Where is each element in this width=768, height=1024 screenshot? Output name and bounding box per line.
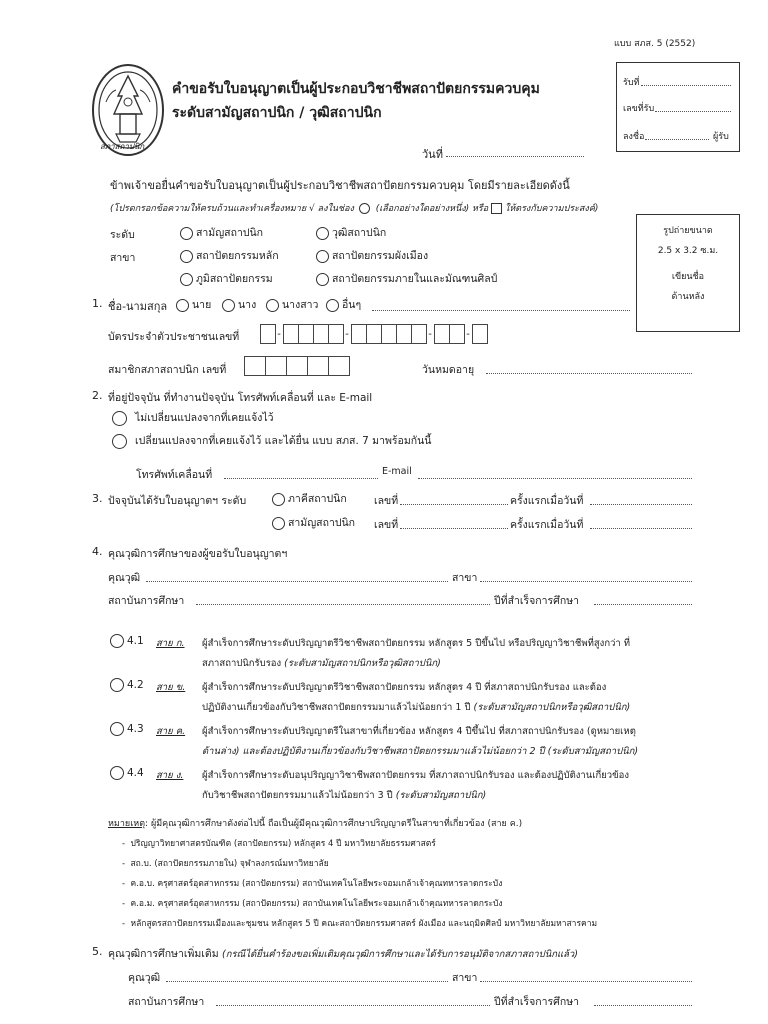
intro-instructions-c: ให้ตรงกับความประสงค์) xyxy=(504,204,599,214)
s1-title-other[interactable] xyxy=(326,296,361,313)
intro-instructions-a: (โปรดกรอกข้อความให้ครบถ้วนและทำเครื่องหมาย √ ลงในช่อง xyxy=(110,204,354,214)
digit-box[interactable] xyxy=(381,324,397,344)
office-signature-field[interactable] xyxy=(645,139,709,140)
s3-first-label-1: ครั้งแรกเมื่อวันที่ xyxy=(510,495,584,507)
page-title: คำขอรับใบอนุญาตเป็นผู้ประกอบวิชาชีพสถาปัตยกรรมควบคุม xyxy=(172,81,540,97)
dash: - xyxy=(466,328,470,340)
s3-option-associate-label: ภาคีสถาปนิก xyxy=(288,493,347,505)
s2-option-changed-label: เปลี่ยนแปลงจากที่เคยแจ้งไว้ และได้ยื่น แบบ สภส. 7 มาพร้อมกันนี้ xyxy=(135,435,432,447)
radio-icon[interactable] xyxy=(180,273,193,286)
remark-item: - ปริญญาวิทยาศาสตรบัณฑิต (สถาปัตยกรรม) หลักสูตร 4 ปี มหาวิทยาลัยธรรมศาสตร์ xyxy=(122,839,436,849)
s4-item-2-note: (ระดับสามัญสถาปนิกหรือวุฒิสถาปนิก) xyxy=(473,702,631,713)
s3-no-label-1: เลขที่ xyxy=(374,495,399,507)
digit-box[interactable] xyxy=(244,356,266,376)
date-label: วันที่ xyxy=(422,148,443,161)
photo-box-line1: รูปถ่ายขนาด xyxy=(663,226,713,236)
digit-box[interactable] xyxy=(328,324,344,344)
intro-instructions-b: (เลือกอย่างใดอย่างหนึ่ง) หรือ xyxy=(375,204,489,214)
s4-label: คุณวุฒิการศึกษาของผู้ขอรับใบอนุญาตฯ xyxy=(108,548,288,560)
dash: - xyxy=(345,328,349,340)
s4-num: 4. xyxy=(92,545,103,558)
s4-item-4-text1: ผู้สำเร็จการศึกษาระดับอนุปริญญาวิชาชีพสถาปัตยกรรม ที่สภาสถาปนิกรับรอง และต้องปฏิบัติงานเกี่ยวข้อง xyxy=(202,770,629,781)
s2-num: 2. xyxy=(92,389,103,402)
s4-year-field[interactable] xyxy=(594,604,692,605)
branch-option-main[interactable] xyxy=(180,247,279,264)
id-card-number-boxes[interactable] xyxy=(260,324,487,344)
s4-institution-label: สถาบันการศึกษา xyxy=(108,595,185,607)
office-receiver-label: ผู้รับ xyxy=(713,132,729,142)
s1-num: 1. xyxy=(92,297,103,310)
s4-item-1-line: สาย ก. xyxy=(156,638,185,649)
radio-icon[interactable] xyxy=(326,299,339,312)
s4-year-label: ปีที่สำเร็จการศึกษา xyxy=(494,595,580,607)
s2-option-changed[interactable] xyxy=(112,432,431,449)
branch-option-main-label: สถาปัตยกรรมหลัก xyxy=(196,250,279,262)
expiry-field[interactable] xyxy=(486,373,692,374)
radio-icon[interactable] xyxy=(316,273,329,286)
sample-checkbox-icon xyxy=(491,203,502,214)
s4-item-4-text2: กับวิชาชีพสถาปัตยกรรมมาแล้วไม่น้อยกว่า 3 ปี xyxy=(202,790,393,801)
s2-option-unchanged-label: ไม่เปลี่ยนแปลงจากที่เคยแจ้งไว้ xyxy=(135,412,274,424)
s5-year-field[interactable] xyxy=(594,1005,692,1006)
id-card-label: บัตรประจำตัวประชาชนเลขที่ xyxy=(108,331,240,343)
s5-major-field[interactable] xyxy=(480,981,692,982)
s4-institution-field[interactable] xyxy=(196,604,490,605)
s3-first-label-2: ครั้งแรกเมื่อวันที่ xyxy=(510,519,584,531)
level-option-ordinary[interactable] xyxy=(180,224,263,241)
s4-item-2-text1: ผู้สำเร็จการศึกษาระดับปริญญาตรีวิชาชีพสถาปัตยกรรม หลักสูตร 4 ปี ที่สภาสถาปนิกรับรอง และต้อง xyxy=(202,682,607,693)
s3-ordinary-number-field[interactable] xyxy=(400,528,508,529)
emblem-text: สภาสถาปนิก xyxy=(100,142,145,151)
remark-item-text: ค.อ.บ. ครุศาสตร์อุตสาหกรรม (สถาปัตยกรรม) สถาบันเทคโนโลยีพระจอมเกล้าเจ้าคุณทหารลาดกระบัง xyxy=(130,879,503,889)
s5-label: คุณวุฒิการศึกษาเพิ่มเติม xyxy=(108,948,219,960)
s5-year-label: ปีที่สำเร็จการศึกษา xyxy=(494,996,580,1008)
digit-box[interactable] xyxy=(396,324,412,344)
s4-item-2[interactable] xyxy=(110,678,144,692)
radio-icon[interactable] xyxy=(112,434,127,449)
level-option-senior[interactable] xyxy=(316,224,386,241)
s4-item-4[interactable] xyxy=(110,766,144,780)
s5-heading xyxy=(108,945,578,962)
s5-major-label: สาขา xyxy=(452,972,478,984)
branch-option-interior[interactable] xyxy=(316,270,497,287)
s1-title-mr[interactable] xyxy=(176,296,211,313)
s1-title-mr-label: นาย xyxy=(192,299,212,311)
radio-icon[interactable] xyxy=(266,299,279,312)
level-option-ordinary-label: สามัญสถาปนิก xyxy=(196,227,264,239)
s1-title-mrs[interactable] xyxy=(222,296,256,313)
mobile-phone-field[interactable] xyxy=(224,478,378,479)
date-field[interactable] xyxy=(446,156,584,157)
remark-item-text: สถ.บ. (สถาปัตยกรรมภายใน) จุฬาลงกรณ์มหาวิทยาลัย xyxy=(130,859,329,869)
s5-degree-field[interactable] xyxy=(166,981,448,982)
office-received-label: รับที่ xyxy=(623,78,640,88)
s4-item-1-code: 4.1 xyxy=(127,635,144,647)
digit-box[interactable] xyxy=(434,324,450,344)
radio-icon[interactable] xyxy=(222,299,235,312)
s4-item-2-line: สาย ข. xyxy=(156,682,186,693)
remark-item-text: หลักสูตรสถาปัตยกรรมเมืองและชุมชน หลักสูตร 5 ปี คณะสถาปัตยกรรมศาสตร์ ผังเมือง และนฤมิตศิลป์ มหาวิทยาลัยมหาสารคาม xyxy=(130,919,598,929)
s4-item-4-line: สาย ง. xyxy=(156,770,184,781)
s3-associate-number-field[interactable] xyxy=(400,504,508,505)
s3-option-ordinary-label: สามัญสถาปนิก xyxy=(288,517,356,529)
radio-icon[interactable] xyxy=(180,250,193,263)
digit-box[interactable] xyxy=(313,324,329,344)
branch-option-landscape[interactable] xyxy=(180,270,273,287)
s2-phone-label: โทรศัพท์เคลื่อนที่ xyxy=(136,469,213,481)
s4-major-label: สาขา xyxy=(452,572,478,584)
s1-title-other-label: อื่นๆ xyxy=(342,299,362,311)
remark-label: หมายเหตุ xyxy=(108,819,146,829)
email-field[interactable] xyxy=(418,478,692,479)
remark-item-text: ปริญญาวิทยาศาสตรบัณฑิต (สถาปัตยกรรม) หลักสูตร 4 ปี มหาวิทยาลัยธรรมศาสตร์ xyxy=(130,839,436,849)
remark-heading: หมายเหตุ: ผู้มีคุณวุฒิการศึกษาดังต่อไปนี้ ถือเป็นผู้มีคุณวุฒิการศึกษาปริญญาตรีในสาขาที่เกี่ยวข้อง (สาย ค.) xyxy=(108,819,523,829)
s5-institution-label: สถาบันการศึกษา xyxy=(128,996,205,1008)
radio-icon[interactable] xyxy=(316,227,329,240)
s2-email-label: E-mail xyxy=(382,466,412,477)
s3-num: 3. xyxy=(92,492,103,505)
s1-title-miss[interactable] xyxy=(266,296,318,313)
branch-option-urban-label: สถาปัตยกรรมผังเมือง xyxy=(332,250,429,262)
intro-instructions xyxy=(110,201,598,215)
radio-icon[interactable] xyxy=(112,411,127,426)
office-received-field[interactable] xyxy=(641,85,731,86)
s4-item-4-line2 xyxy=(202,788,486,803)
dash: - xyxy=(277,328,281,340)
s2-label: ที่อยู่ปัจจุบัน ที่ทำงานปัจจุบัน โทรศัพท์เคลื่อนที่ และ E-mail xyxy=(108,392,373,404)
s4-item-3-code: 4.3 xyxy=(127,723,144,735)
sample-radio-icon xyxy=(359,203,370,214)
s2-option-unchanged[interactable] xyxy=(112,409,274,426)
s1-title-miss-label: นางสาว xyxy=(282,299,319,311)
remark-item: - ค.อ.บ. ครุศาสตร์อุตสาหกรรม (สถาปัตยกรรม) สถาบันเทคโนโลยีพระจอมเกล้าเจ้าคุณทหารลาดกระบัง xyxy=(122,879,503,889)
radio-icon[interactable] xyxy=(180,227,193,240)
s4-degree-label: คุณวุฒิ xyxy=(108,572,141,584)
radio-icon[interactable] xyxy=(110,722,124,736)
photo-box xyxy=(636,214,740,332)
digit-box[interactable] xyxy=(265,356,287,376)
branch-option-interior-label: สถาปัตยกรรมภายในและมัณฑนศิลป์ xyxy=(332,273,498,285)
digit-box[interactable] xyxy=(472,324,488,344)
s4-item-1[interactable] xyxy=(110,634,144,648)
s4-item-1-line2 xyxy=(202,656,441,671)
s1-name-label: ชื่อ-นามสกุล xyxy=(108,300,168,313)
s4-item-2-line2 xyxy=(202,700,630,715)
s3-option-ordinary[interactable] xyxy=(272,514,355,531)
s4-item-3-text2: ด้านล่าง) และต้องปฏิบัติงานเกี่ยวข้องกับวิชาชีพสถาปัตยกรรมมาแล้วไม่น้อยกว่า 2 ปี xyxy=(202,746,545,757)
digit-box[interactable] xyxy=(449,324,465,344)
remark-item-text: ค.อ.ม. ครุศาสตร์อุตสาหกรรม (สถาปัตยกรรม) สถาบันเทคโนโลยีพระจอมเกล้าเจ้าคุณทหารลาดกระบัง xyxy=(130,899,503,909)
digit-box[interactable] xyxy=(298,324,314,344)
s4-item-1-note: (ระดับสามัญสถาปนิกหรือวุฒิสถาปนิก) xyxy=(284,658,441,669)
s4-item-3-text1: ผู้สำเร็จการศึกษาระดับปริญญาตรีในสาขาที่เกี่ยวข้อง หลักสูตร 4 ปีขึ้นไป ที่สภาสถาปนิกรับรอง (ดูหมายเหตุ xyxy=(202,726,636,737)
office-number-label: เลขที่รับ xyxy=(623,104,655,114)
s3-ordinary-date-field[interactable] xyxy=(590,528,692,529)
intro-line: ข้าพเจ้าขอยื่นคำขอรับใบอนุญาตเป็นผู้ประกอบวิชาชีพสถาปัตยกรรมควบคุม โดยมีรายละเอียดดังนี้ xyxy=(110,179,570,192)
s4-item-1-text2: สภาสถาปนิกรับรอง xyxy=(202,658,282,669)
s4-item-1-text1: ผู้สำเร็จการศึกษาระดับปริญญาตรีวิชาชีพสถาปัตยกรรม หลักสูตร 5 ปีขึ้นไป หรือปริญญาวิชาชีพที่สูงกว่า ที่ xyxy=(202,638,631,649)
radio-icon[interactable] xyxy=(176,299,189,312)
radio-icon[interactable] xyxy=(272,517,285,530)
digit-box[interactable] xyxy=(286,356,308,376)
s4-item-4-code: 4.4 xyxy=(127,767,144,779)
full-name-field[interactable] xyxy=(372,310,630,311)
page-subtitle: ระดับสามัญสถาปนิก / วุฒิสถาปนิก xyxy=(172,105,382,121)
s5-institution-field[interactable] xyxy=(216,1005,490,1006)
branch-option-landscape-label: ภูมิสถาปัตยกรรม xyxy=(196,273,273,285)
level-label: ระดับ xyxy=(110,229,135,241)
digit-box[interactable] xyxy=(260,324,276,344)
remark-item: - สถ.บ. (สถาปัตยกรรมภายใน) จุฬาลงกรณ์มหาวิทยาลัย xyxy=(122,859,329,869)
member-label: สมาชิกสภาสถาปนิก เลขที่ xyxy=(108,364,227,376)
s4-item-3-note: (ระดับสามัญสถาปนิก) xyxy=(547,746,639,757)
member-number-boxes[interactable] xyxy=(244,356,349,376)
s1-title-mrs-label: นาง xyxy=(238,299,257,311)
form-code: แบบ สภส. 5 (2552) xyxy=(614,39,696,49)
radio-icon[interactable] xyxy=(110,766,124,780)
photo-box-line3: เขียนชื่อ xyxy=(671,272,705,282)
digit-box[interactable] xyxy=(351,324,367,344)
radio-icon[interactable] xyxy=(110,634,124,648)
s4-item-2-code: 4.2 xyxy=(127,679,144,691)
radio-icon[interactable] xyxy=(316,250,329,263)
s4-item-3[interactable] xyxy=(110,722,144,736)
remark-item: - ค.อ.ม. ครุศาสตร์อุตสาหกรรม (สถาปัตยกรรม) สถาบันเทคโนโลยีพระจอมเกล้าเจ้าคุณทหารลาดกระบัง xyxy=(122,899,503,909)
radio-icon[interactable] xyxy=(110,678,124,692)
s4-item-3-line: สาย ค. xyxy=(156,726,186,737)
s3-label: ปัจจุบันได้รับใบอนุญาตฯ ระดับ xyxy=(108,495,247,507)
office-use-box xyxy=(616,62,740,152)
digit-box[interactable] xyxy=(307,356,329,376)
remark-item: - หลักสูตรสถาปัตยกรรมเมืองและชุมชน หลักสูตร 5 ปี คณะสถาปัตยกรรมศาสตร์ ผังเมือง และนฤมิตศิลป์ มหาวิทยาลัยมหาสารคาม xyxy=(122,919,598,929)
expiry-label: วันหมดอายุ xyxy=(422,364,475,376)
s4-item-2-text2: ปฏิบัติงานเกี่ยวข้องกับวิชาชีพสถาปัตยกรรมมาแล้วไม่น้อยกว่า 1 ปี xyxy=(202,702,471,713)
dash: - xyxy=(428,328,432,340)
radio-icon[interactable] xyxy=(272,493,285,506)
s3-no-label-2: เลขที่ xyxy=(374,519,399,531)
s5-note: (กรณีได้ยื่นคำร้องขอเพิ่มเติมคุณวุฒิการศึกษาและได้รับการอนุมัติจากสภาสถาปนิกแล้ว) xyxy=(221,949,578,960)
s4-degree-field[interactable] xyxy=(146,581,448,582)
office-number-field[interactable] xyxy=(655,111,731,112)
s5-degree-label: คุณวุฒิ xyxy=(128,972,161,984)
s5-num: 5. xyxy=(92,945,103,958)
s3-option-associate[interactable] xyxy=(272,490,347,507)
digit-box[interactable] xyxy=(283,324,299,344)
s4-item-4-note: (ระดับสามัญสถาปนิก) xyxy=(395,790,487,801)
digit-box[interactable] xyxy=(411,324,427,344)
level-option-senior-label: วุฒิสถาปนิก xyxy=(332,227,387,239)
branch-option-urban[interactable] xyxy=(316,247,428,264)
photo-box-line2: 2.5 x 3.2 ซ.ม. xyxy=(657,246,719,256)
s4-item-3-line2 xyxy=(202,744,638,759)
s3-associate-date-field[interactable] xyxy=(590,504,692,505)
digit-box[interactable] xyxy=(366,324,382,344)
branch-label: สาขา xyxy=(110,252,136,264)
s4-major-field[interactable] xyxy=(480,581,692,582)
office-signature-label: ลงชื่อ xyxy=(623,132,645,142)
digit-box[interactable] xyxy=(328,356,350,376)
remark-text: ผู้มีคุณวุฒิการศึกษาดังต่อไปนี้ ถือเป็นผู้มีคุณวุฒิการศึกษาปริญญาตรีในสาขาที่เกี่ยวข้อง (สาย ค.) xyxy=(150,819,523,829)
photo-box-line4: ด้านหลัง xyxy=(671,292,705,302)
